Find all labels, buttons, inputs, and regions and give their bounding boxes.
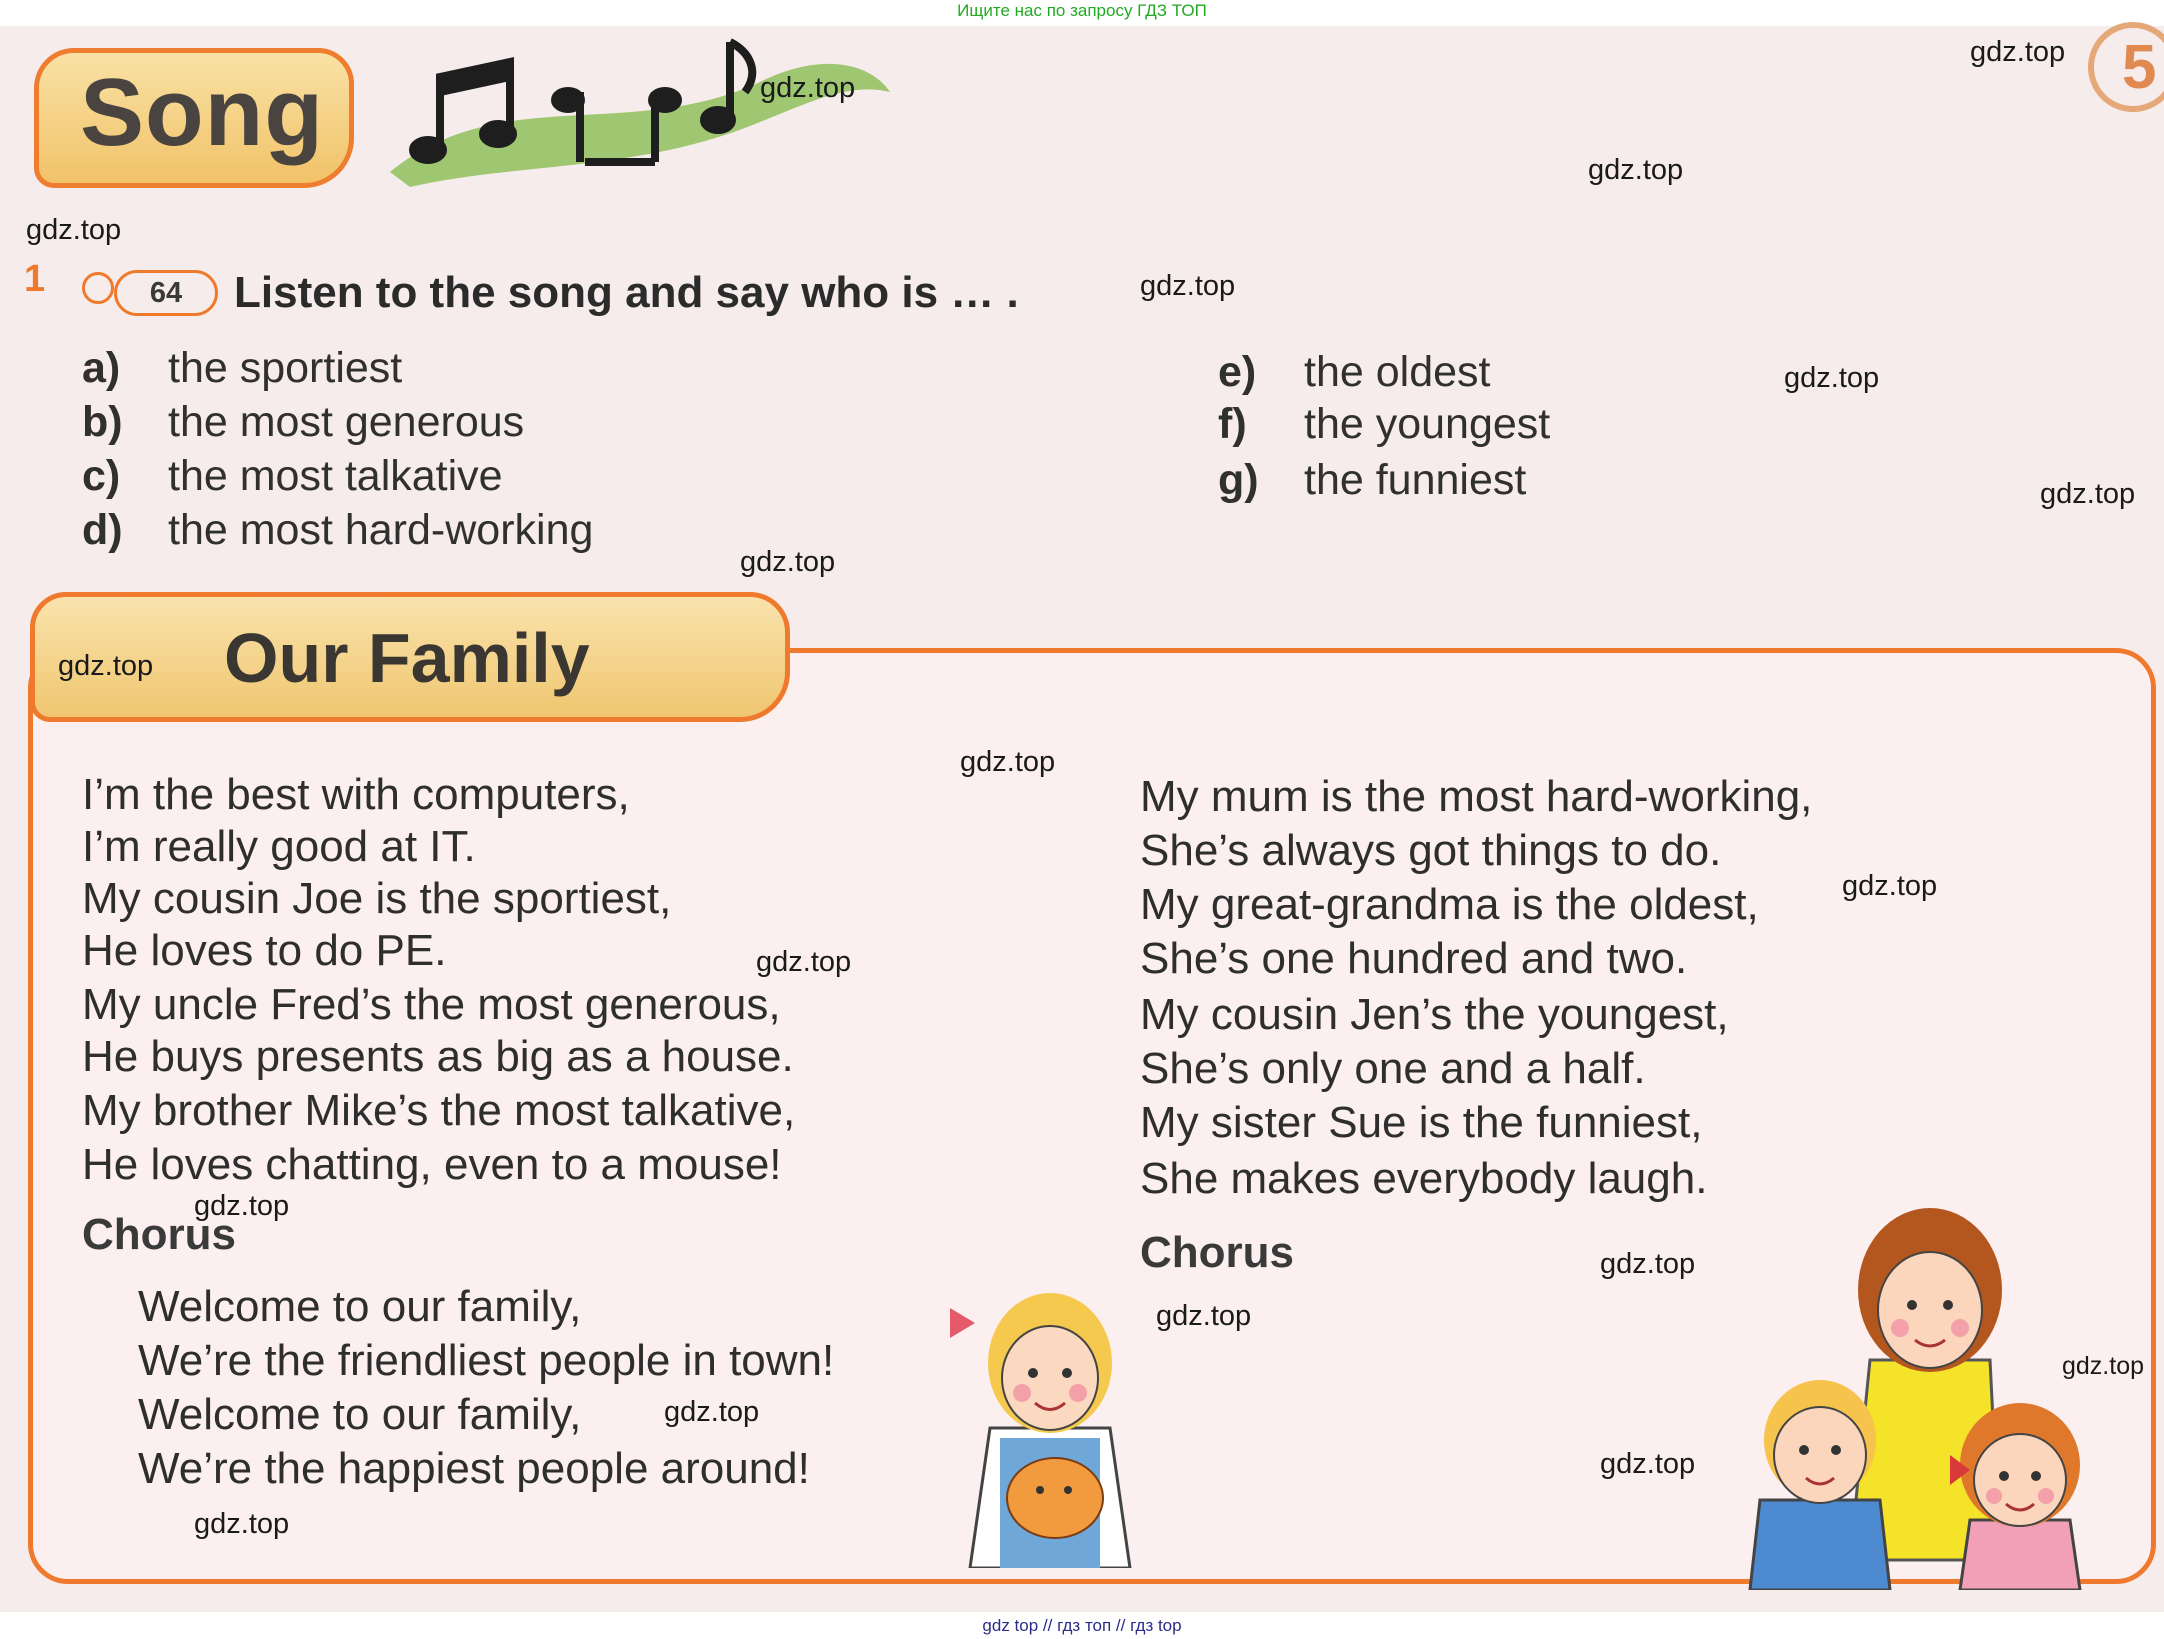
watermark: gdz.top — [2040, 478, 2136, 510]
option-text: the most hard-working — [168, 506, 594, 554]
family-children-illustration — [1740, 1200, 2090, 1590]
watermark: gdz.top — [1588, 154, 1684, 186]
lyric-line: She makes everybody laugh. — [1140, 1154, 1708, 1203]
music-notes-icon — [380, 22, 900, 192]
option-text: the most talkative — [168, 452, 503, 500]
page-number: 5 — [2122, 33, 2157, 102]
lyric-line: My brother Mike’s the most talkative, — [82, 1086, 796, 1135]
option-e — [1218, 348, 1490, 397]
watermark: gdz.top — [960, 746, 1056, 778]
option-letter: a) — [82, 344, 121, 392]
lyric-line: My sister Sue is the funniest, — [1140, 1098, 1703, 1147]
song-header-title: Song — [80, 59, 324, 166]
bottom-banner[interactable]: gdz top // гдз топ // гдз top — [0, 1612, 2164, 1639]
lyric-line: My great-grandma is the oldest, — [1140, 880, 1759, 929]
option-text: the oldest — [1304, 348, 1491, 396]
chorus-line: Welcome to our family, — [138, 1390, 582, 1439]
watermark: gdz.top — [2062, 1352, 2145, 1380]
watermark: gdz.top — [1970, 36, 2066, 68]
option-text: the youngest — [1304, 400, 1551, 448]
top-banner[interactable]: Ищите нас по запросу ГДЗ ТОП — [0, 0, 2164, 26]
watermark: gdz.top — [1156, 1300, 1252, 1332]
option-f — [1218, 400, 1550, 449]
option-b — [82, 398, 524, 447]
chorus-line: We’re the friendliest people in town! — [138, 1336, 835, 1385]
exercise-instruction: Listen to the song and say who is … . — [234, 268, 1019, 317]
chorus-label: Chorus — [82, 1210, 236, 1259]
watermark: gdz.top — [1140, 270, 1236, 302]
lyric-line: He buys presents as big as a house. — [82, 1032, 794, 1081]
option-g — [1218, 456, 1526, 505]
exercise-number: 1 — [24, 258, 46, 300]
option-text: the sportiest — [168, 344, 403, 392]
page-number-badge — [2088, 22, 2164, 112]
lyric-line: He loves to do PE. — [82, 926, 447, 975]
lyric-line: My cousin Jen’s the youngest, — [1140, 990, 1729, 1039]
watermark: gdz.top — [740, 546, 836, 578]
watermark: gdz.top — [58, 650, 154, 682]
watermark: gdz.top — [756, 946, 852, 978]
watermark: gdz.top — [194, 1190, 290, 1222]
girl-with-cat-illustration — [930, 1268, 1170, 1568]
audio-track-number[interactable]: 64 — [114, 270, 218, 316]
option-letter: e) — [1218, 348, 1257, 396]
chorus-line: We’re the happiest people around! — [138, 1444, 810, 1493]
option-c — [82, 452, 503, 501]
watermark: gdz.top — [760, 72, 856, 104]
watermark: gdz.top — [1600, 1248, 1696, 1280]
watermark: gdz.top — [194, 1508, 290, 1540]
option-letter: d) — [82, 506, 123, 554]
lyric-line: She’s one hundred and two. — [1140, 934, 1688, 983]
option-letter: c) — [82, 452, 121, 500]
chorus-label-right: Chorus — [1140, 1228, 1294, 1277]
watermark: gdz.top — [1600, 1448, 1696, 1480]
option-letter: g) — [1218, 456, 1259, 504]
watermark: gdz.top — [1842, 870, 1938, 902]
lyric-line: I’m really good at IT. — [82, 822, 476, 871]
lyric-line: My mum is the most hard-working, — [1140, 772, 1813, 821]
song-title: Our Family — [224, 619, 590, 697]
lyric-line: My uncle Fred’s the most generous, — [82, 980, 781, 1029]
watermark: gdz.top — [1784, 362, 1880, 394]
option-text: the funniest — [1304, 456, 1527, 504]
audio-cd-icon — [82, 272, 114, 304]
option-letter: f) — [1218, 400, 1247, 448]
option-text: the most generous — [168, 398, 525, 446]
option-letter: b) — [82, 398, 123, 446]
lyric-line: She’s only one and a half. — [1140, 1044, 1646, 1093]
watermark: gdz.top — [664, 1396, 760, 1428]
lyric-line: She’s always got things to do. — [1140, 826, 1722, 875]
lyric-line: My cousin Joe is the sportiest, — [82, 874, 672, 923]
option-a — [82, 344, 402, 393]
lyric-line: He loves chatting, even to a mouse! — [82, 1140, 782, 1189]
chorus-line: Welcome to our family, — [138, 1282, 582, 1331]
option-d — [82, 506, 593, 555]
watermark: gdz.top — [26, 214, 122, 246]
lyric-line: I’m the best with computers, — [82, 770, 630, 819]
